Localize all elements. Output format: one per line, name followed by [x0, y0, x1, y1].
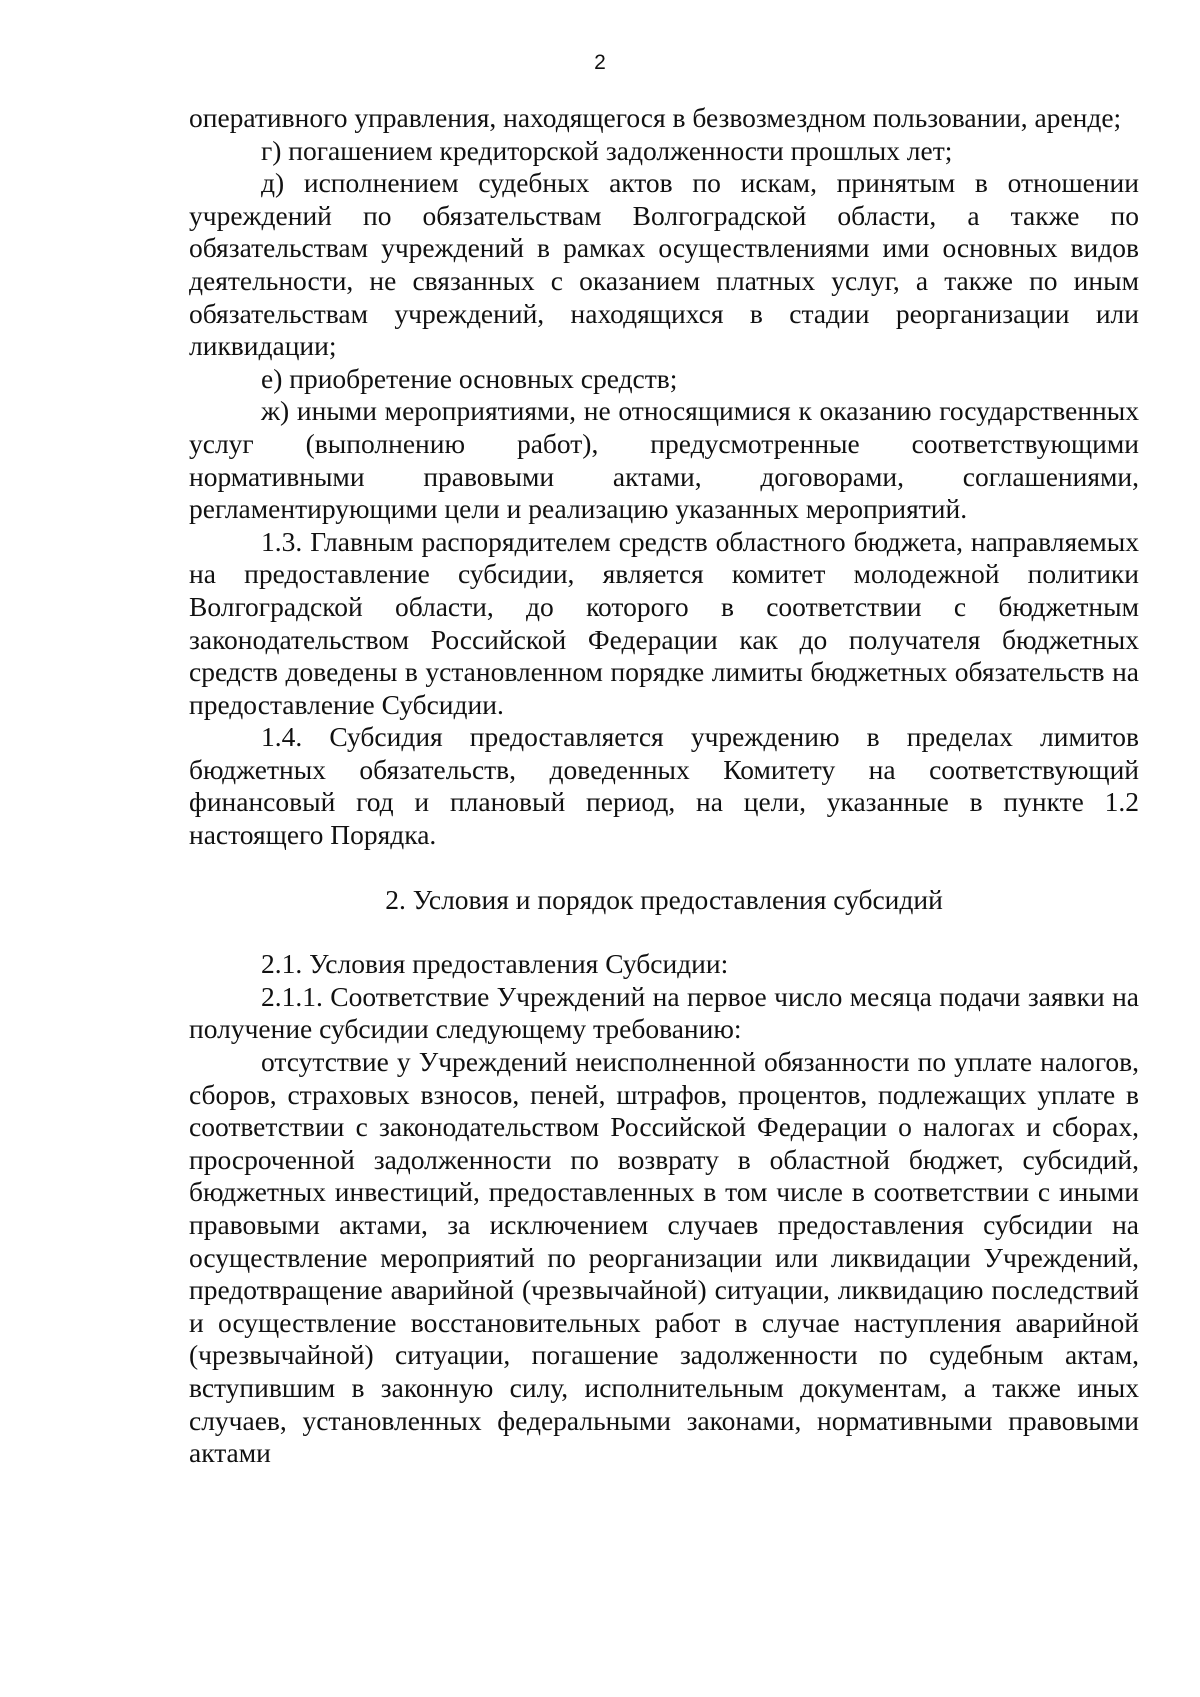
paragraph-continuation: оперативного управления, находящегося в безвозмездном пользовании, аренде; — [189, 102, 1122, 133]
paragraph-2-1: 2.1. Условия предоставления Субсидии: — [261, 948, 729, 980]
paragraph-item-e: е) приобретение основных средств; — [261, 362, 678, 394]
paragraph-item-g: г) погашением кредиторской задолженности прошлых лет; — [261, 134, 953, 166]
paragraph-item-d: д) исполнением судебных актов по искам, принятым в отношении учреждений по обязательствам Волгоградской области, а также по обязательствам учреждений в рамках осуществлениями ими основных видов деятельности, не связанных с оказанием платных услуг, а также по иным обязательствам учреждений, находящихся в стадии реорганизации или ликвидации; — [189, 167, 1139, 362]
paragraph-1-4: 1.4. Субсидия предоставляется учреждению в пределах лимитов бюджетных обязательств, доведенных Комитету на соответствующий финансовый год и плановый период, на цели, указанные в пункте 1.2 настоящего Порядка. — [189, 721, 1139, 851]
page-number: 2 — [594, 51, 606, 74]
paragraph-1-3: 1.3. Главным распорядителем средств областного бюджета, направляемых на предоставление субсидии, является комитет молодежной политики Волгоградской области, до которого в соответствии с бюджетным законодательством Российской Федерации как до получателя бюджетных средств доведены в установленном порядке лимиты бюджетных обязательств на предоставление Субсидии. — [189, 525, 1139, 720]
paragraph-item-zh: ж) иными мероприятиями, не относящимися к оказанию государственных услуг (выполнению работ), предусмотренные соответствующими нормативными правовыми актами, договорами, соглашениями, регламентирующими цели и реализацию указанных мероприятий. — [189, 395, 1139, 525]
paragraph-2-1-1: 2.1.1. Соответствие Учреждений на первое число месяца подачи заявки на получение субсидии следующему требованию: — [189, 980, 1139, 1045]
paragraph-requirement: отсутствие у Учреждений неисполненной обязанности по уплате налогов, сборов, страховых взносов, пеней, штрафов, процентов, подлежащих уплате в соответствии с законодательством Российской Федерации о налогах и сборах, просроченной задолженности по возврату в областной бюджет, субсидий, бюджетных инвестиций, предоставленных в том числе в соответствии с иными правовыми актами, за исключением случаев предоставления субсидии на осуществление мероприятий по реорганизации или ликвидации Учреждений, предотвращение аварийной (чрезвычайной) ситуации, ликвидацию последствий и осуществление восстановительных работ в случае наступления аварийной (чрезвычайной) ситуации, погашение задолженности по судебным актам, вступившим в законную силу, исполнительным документам, а также иных случаев, установленных федеральными законами, нормативными правовыми актами — [189, 1046, 1139, 1469]
section-heading: 2. Условия и порядок предоставления субсидий — [385, 883, 943, 915]
document-body — [189, 102, 1139, 1470]
